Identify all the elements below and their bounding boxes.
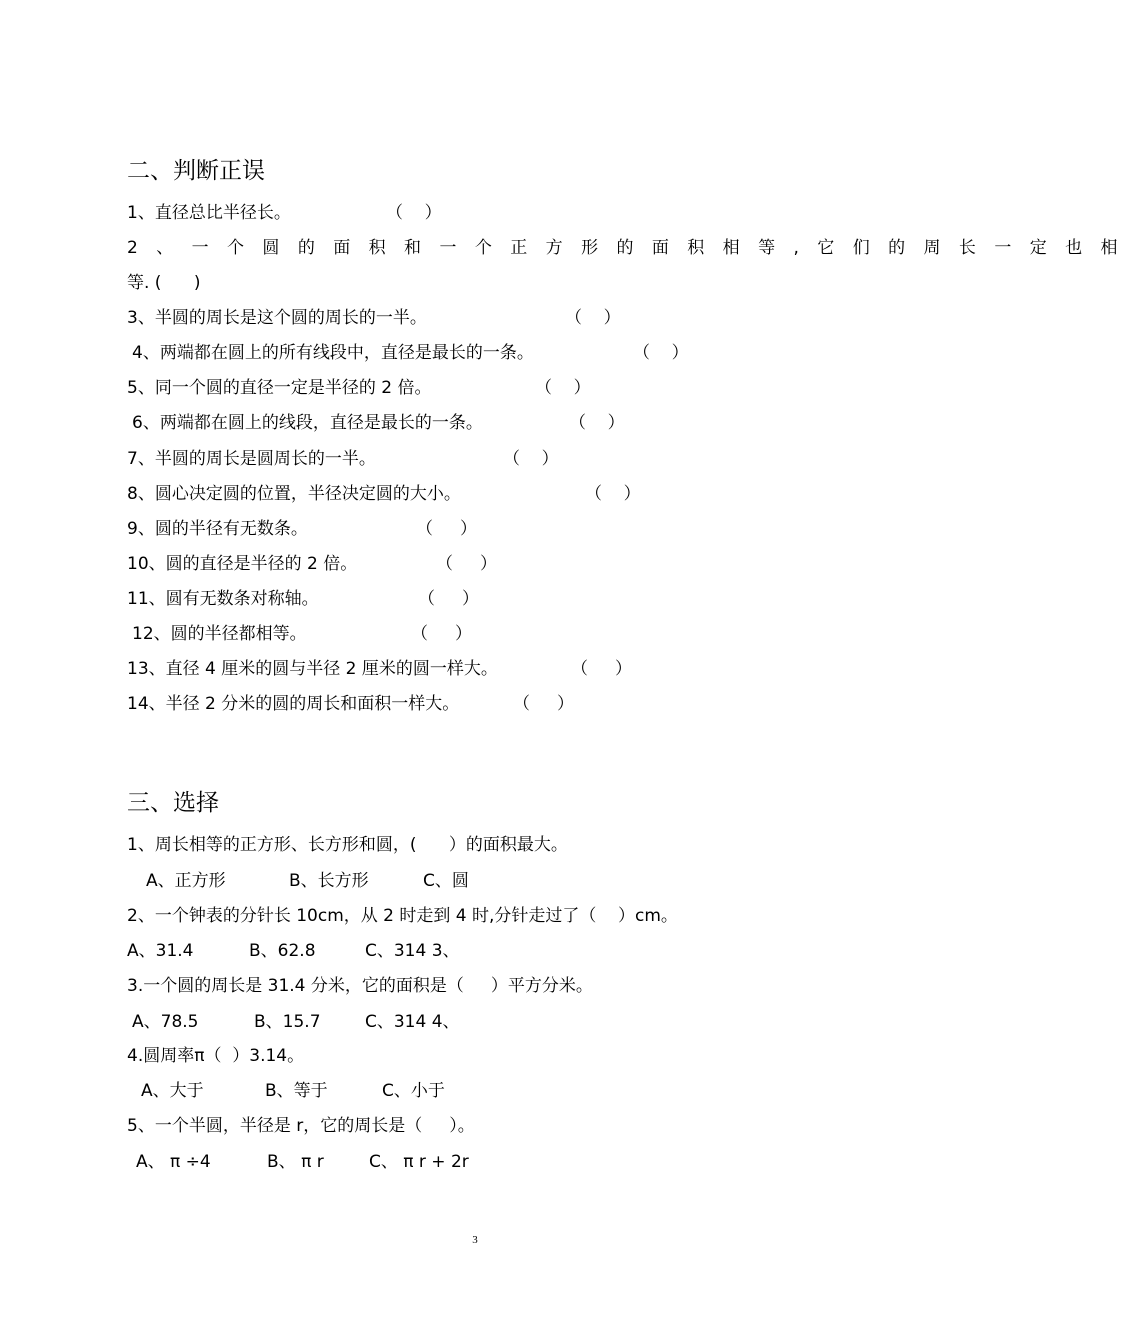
judgement-item-13: 13、直径 4 厘米的圆与半径 2 厘米的圆一样大。 (127, 659, 498, 679)
judgement-item-9: 9、圆的半径有无数条。 (127, 519, 308, 539)
judgement-item-2-line1: 2 、 一 个 圆 的 面 积 和 一 个 正 方 形 的 面 积 相 等 , 它 们 的 周 长 一 定 也 相 (127, 238, 1124, 258)
answer-blank-9: （ ） (416, 519, 478, 539)
answer-blank-12: （ ） (411, 624, 473, 644)
answer-blank-6: （ ） (569, 413, 625, 433)
answer-blank-13: （ ） (571, 659, 633, 679)
judgement-item-8: 8、圆心决定圆的位置，半径决定圆的大小。 (127, 484, 461, 504)
choice-q2-stem: 2、一个钟表的分针长 10cm，从 2 时走到 4 时,分针走过了（ ）cm。 (127, 906, 678, 926)
answer-blank-10: （ ） (436, 554, 498, 574)
judgement-item-6: 6、两端都在圆上的线段，直径是最长的一条。 (132, 413, 483, 433)
choice-q3-stem: 3.一个圆的周长是 31.4 分米，它的面积是（ ）平方分米。 (127, 976, 593, 996)
judgement-item-2-line2: 等. ( ) (127, 273, 201, 293)
choice-q4-stem: 4.圆周率π（ ）3.14。 (127, 1046, 305, 1066)
choice-q5-stem: 5、一个半圆，半径是 r，它的周长是（ ）。 (127, 1116, 475, 1136)
answer-blank-3: （ ） (565, 308, 621, 328)
choice-q3-option-a: A、78.5 (132, 1012, 199, 1032)
judgement-item-11: 11、圆有无数条对称轴。 (127, 589, 319, 609)
judgement-item-3: 3、半圆的周长是这个圆的周长的一半。 (127, 308, 427, 328)
choice-q4-option-a: A、大于 (141, 1081, 204, 1101)
choice-q1-option-b: B、长方形 (289, 871, 369, 891)
judgement-item-12: 12、圆的半径都相等。 (132, 624, 307, 644)
section-heading-judgement: 二、判断正误 (127, 158, 265, 184)
choice-q1-stem: 1、周长相等的正方形、长方形和圆，( ）的面积最大。 (127, 835, 568, 855)
answer-blank-1: （ ） (386, 203, 442, 223)
choice-q3-option-c: C、314 4、 (365, 1012, 460, 1032)
choice-q4-option-b: B、等于 (265, 1081, 328, 1101)
choice-q4-option-c: C、小于 (382, 1081, 445, 1101)
judgement-item-4: 4、两端都在圆上的所有线段中，直径是最长的一条。 (132, 343, 534, 363)
choice-q5-option-a: A、 π ÷4 (136, 1152, 211, 1172)
judgement-item-5: 5、同一个圆的直径一定是半径的 2 倍。 (127, 378, 432, 398)
choice-q5-option-b: B、 π r (267, 1152, 324, 1172)
answer-blank-5: （ ） (535, 378, 591, 398)
answer-blank-4: （ ） (633, 343, 689, 363)
choice-q2-option-a: A、31.4 (127, 941, 194, 961)
page-number: 3 (472, 1234, 478, 1246)
judgement-item-7: 7、半圆的周长是圆周长的一半。 (127, 449, 376, 469)
judgement-item-14: 14、半径 2 分米的圆的周长和面积一样大。 (127, 694, 460, 714)
answer-blank-14: （ ） (513, 694, 575, 714)
answer-blank-8: （ ） (585, 484, 641, 504)
judgement-item-10: 10、圆的直径是半径的 2 倍。 (127, 554, 358, 574)
choice-q2-option-c: C、314 3、 (365, 941, 460, 961)
choice-q2-option-b: B、62.8 (249, 941, 316, 961)
choice-q3-option-b: B、15.7 (254, 1012, 321, 1032)
judgement-item-1: 1、直径总比半径长。 (127, 203, 291, 223)
answer-blank-7: （ ） (503, 449, 559, 469)
answer-blank-11: （ ） (418, 589, 480, 609)
choice-q5-option-c: C、 π r + 2r (369, 1152, 469, 1172)
choice-q1-option-a: A、正方形 (146, 871, 226, 891)
section-heading-choice: 三、选择 (127, 790, 219, 816)
choice-q1-option-c: C、圆 (423, 871, 469, 891)
